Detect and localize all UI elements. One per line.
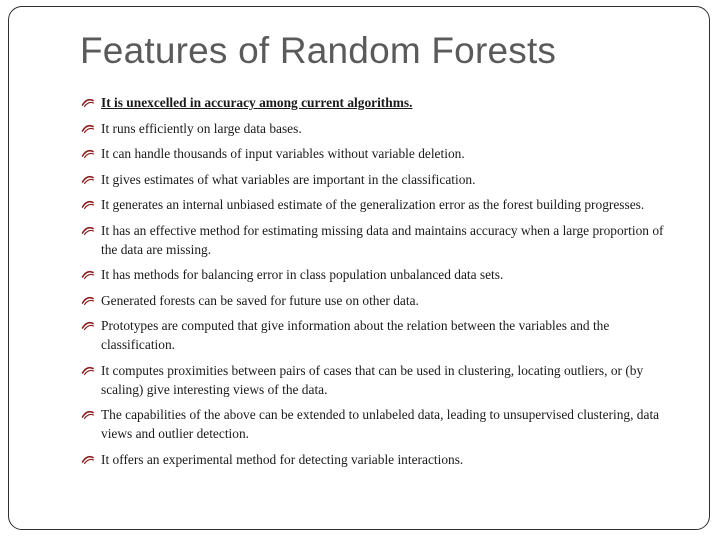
bullet-icon <box>80 195 98 214</box>
bullet-icon <box>80 316 98 335</box>
bullet-icon <box>80 450 98 469</box>
bullet-icon <box>80 405 98 424</box>
list-item <box>80 195 680 214</box>
list-item <box>80 170 680 189</box>
list-item <box>80 361 680 399</box>
list-item <box>80 316 680 354</box>
bullet-text: It is unexcelled in accuracy among current algorithms. <box>101 95 413 110</box>
bullet-icon <box>80 170 98 189</box>
list-item <box>80 221 680 259</box>
bullet-text: Prototypes are computed that give information about the relation between the variables and the classification. <box>101 318 610 352</box>
bullet-icon <box>80 291 98 310</box>
list-item <box>80 119 680 138</box>
list-item <box>80 144 680 163</box>
bullet-icon <box>80 119 98 138</box>
bullet-text: Generated forests can be saved for future use on other data. <box>101 292 419 308</box>
bullet-text: It has an effective method for estimating missing data and maintains accuracy when a large proportion of the data are missing. <box>101 222 664 257</box>
bullet-text: The capabilities of the above can be extended to unlabeled data, leading to unsupervised clustering, data views and outlier detection. <box>101 407 660 441</box>
bullet-list <box>80 93 680 475</box>
list-item <box>80 405 680 443</box>
slide-title: Features of Random Forests <box>80 30 557 71</box>
bullet-icon <box>80 361 98 380</box>
bullet-text: It gives estimates of what variables are important in the classification. <box>101 171 476 187</box>
bullet-icon <box>80 144 98 163</box>
bullet-text: It has methods for balancing error in class population unbalanced data sets. <box>101 267 504 282</box>
list-item <box>80 93 680 112</box>
bullet-text: It generates an internal unbiased estimate of the generalization error as the forest building progresses. <box>101 197 645 212</box>
list-item <box>80 291 680 310</box>
bullet-icon <box>80 93 98 112</box>
bullet-icon <box>80 265 98 284</box>
bullet-text: It can handle thousands of input variables without variable deletion. <box>101 146 465 161</box>
list-item <box>80 265 680 284</box>
bullet-text: It runs efficiently on large data bases. <box>101 120 302 136</box>
bullet-text: It computes proximities between pairs of cases that can be used in clustering, locating outliers, or (by scaling) give interesting views of the data. <box>101 362 644 397</box>
bullet-icon <box>80 221 98 240</box>
list-item <box>80 450 680 469</box>
bullet-text: It offers an experimental method for detecting variable interactions. <box>101 451 464 467</box>
